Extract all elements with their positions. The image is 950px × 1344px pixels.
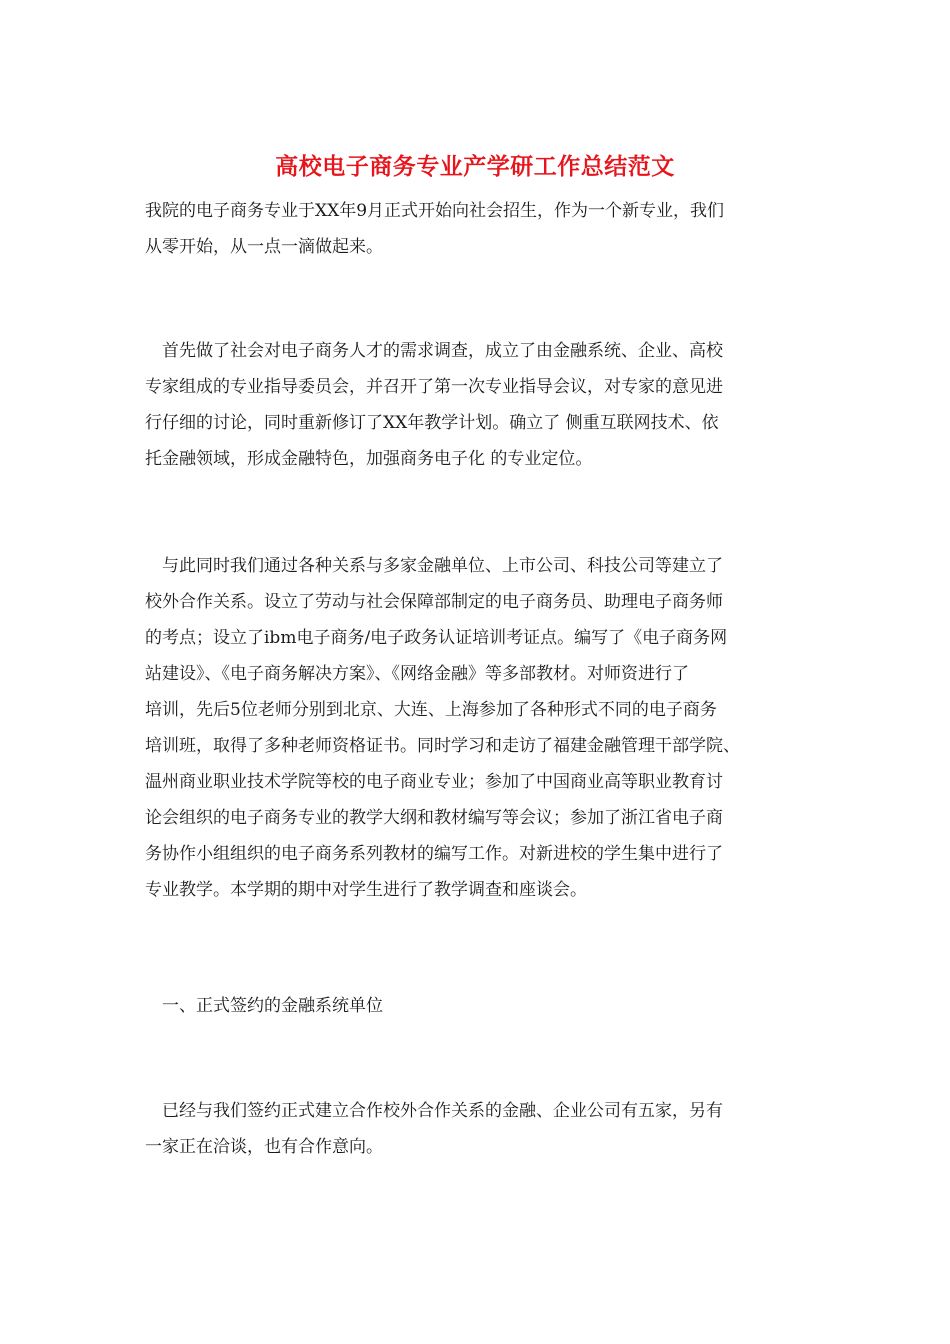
text-line: 托金融领域，形成金融特色，加强商务电子化 的专业定位。 — [145, 449, 593, 469]
text-line: 行仔细的讨论，同时重新修订了XX年教学计划。确立了 侧重互联网技术、依 — [145, 413, 719, 433]
text-line: 培训班，取得了多种老师资格证书。同时学习和走访了福建金融管理干部学院、 — [145, 736, 740, 756]
paragraph-signed-partners — [145, 1093, 810, 1165]
text-line: 温州商业职业技术学院等校的电子商业专业；参加了中国商业高等职业教育讨 — [145, 772, 723, 792]
text-line: 首先做了社会对电子商务人才的需求调查，成立了由金融系统、企业、高校 — [145, 341, 723, 361]
text-line: 论会组织的电子商务专业的教学大纲和教材编写等会议；参加了浙江省电子商 — [145, 808, 723, 828]
text-line: 培训，先后5位老师分别到北京、大连、上海参加了各种形式不同的电子商务 — [145, 700, 717, 720]
text-line: 一家正在洽谈，也有合作意向。 — [145, 1137, 383, 1157]
document-title: 高校电子商务专业产学研工作总结范文 — [275, 153, 675, 180]
text-line: 校外合作关系。设立了劳动与社会保障部制定的电子商务员、助理电子商务师 — [145, 592, 723, 612]
text-line: 一、正式签约的金融系统单位 — [145, 996, 383, 1016]
paragraph-intro — [145, 193, 810, 265]
text-line: 专家组成的专业指导委员会，并召开了第一次专业指导会议，对专家的意见进 — [145, 377, 723, 397]
paragraph-needs-survey — [145, 333, 810, 477]
text-line: 我院的电子商务专业于XX年9月正式开始向社会招生，作为一个新专业，我们 — [145, 201, 725, 221]
text-line: 务协作小组组织的电子商务系列教材的编写工作。对新进校的学生集中进行了 — [145, 844, 723, 864]
section-heading — [145, 988, 810, 1024]
paragraph-cooperation — [145, 548, 810, 908]
text-line: 的考点；设立了ibm电子商务/电子政务认证培训考证点。编写了《电子商务网 — [145, 628, 728, 648]
text-line: 站建设》、《电子商务解决方案》、《网络金融》等多部教材。对师资进行了 — [145, 664, 689, 684]
text-line: 已经与我们签约正式建立合作校外合作关系的金融、企业公司有五家，另有 — [145, 1101, 723, 1121]
text-line: 专业教学。本学期的期中对学生进行了教学调查和座谈会。 — [145, 880, 587, 900]
text-line: 与此同时我们通过各种关系与多家金融单位、上市公司、科技公司等建立了 — [145, 556, 723, 576]
text-line: 从零开始，从一点一滴做起来。 — [145, 237, 383, 257]
